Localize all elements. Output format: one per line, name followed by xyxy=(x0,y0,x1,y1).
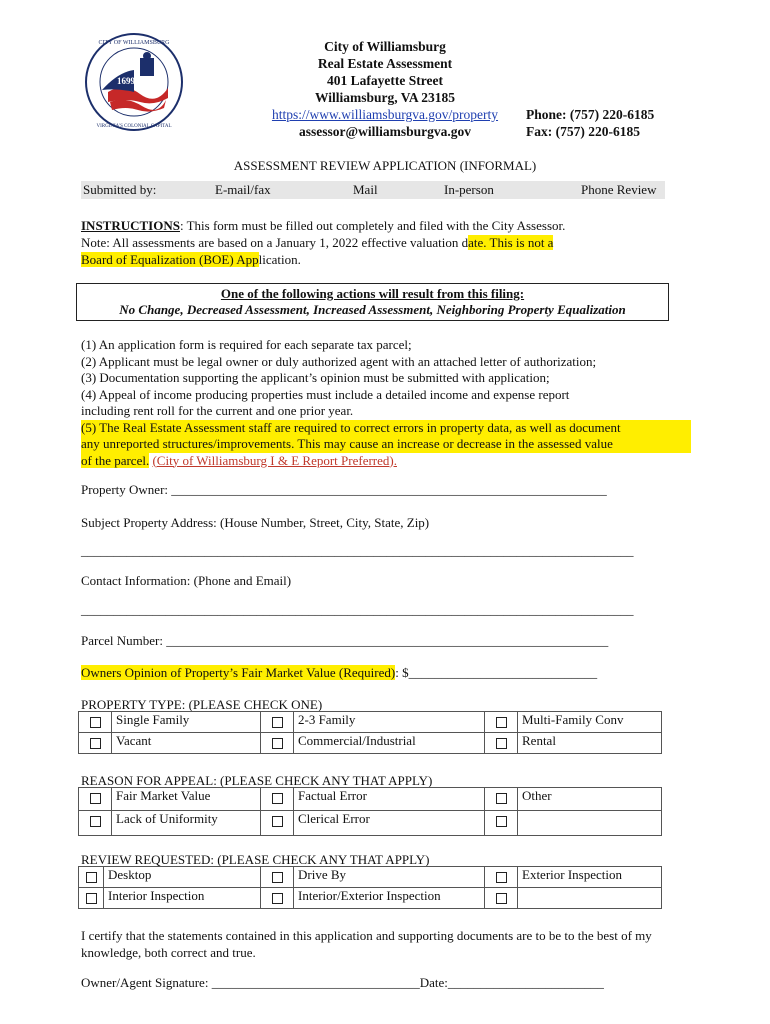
subject-address-label: Subject Property Address: (House Number, Street, City, State, Zip) xyxy=(81,515,430,530)
checkbox[interactable] xyxy=(496,893,507,904)
option-other: Other xyxy=(518,788,662,811)
signature-date-line[interactable]: Owner/Agent Signature: ________________________________Date:________________________ xyxy=(81,975,604,990)
option-interior-inspection: Interior Inspection xyxy=(104,888,261,909)
rule-4b: including rent roll for the current and one prior year. xyxy=(81,403,354,418)
city-state-zip: Williamsburg, VA 23185 xyxy=(315,90,455,105)
option-vacant: Vacant xyxy=(112,733,261,754)
option-multi-family: Multi-Family Conv xyxy=(518,712,662,733)
instructions-text: : This form must be filled out completely and filed with the City Assessor. xyxy=(179,218,566,233)
property-type-table xyxy=(78,711,662,754)
submitted-in-person[interactable]: In-person xyxy=(444,182,494,197)
rule-2: (2) Applicant must be legal owner or duly authorized agent with an attached letter of authorization; xyxy=(81,353,597,369)
opinion-value-field[interactable] xyxy=(81,665,597,681)
submitted-email-fax[interactable]: E-mail/fax xyxy=(215,182,271,197)
certification-statement: I certify that the statements contained in this application and supporting documents are to be to the best of my knowledge, both correct and true. xyxy=(81,928,652,960)
checkbox[interactable] xyxy=(272,893,283,904)
opinion-value-line: : $_____________________________ xyxy=(395,665,598,680)
contact-info-label: Contact Information: (Phone and Email) xyxy=(81,573,292,588)
option-drive-by: Drive By xyxy=(294,867,485,888)
rule-5b: any unreported structures/improvements. This may cause an increase or decrease in the assessed value xyxy=(81,436,691,453)
checkbox[interactable] xyxy=(90,717,101,728)
phone-fax-block xyxy=(526,106,654,140)
checkbox[interactable] xyxy=(90,816,101,827)
option-interior-exterior: Interior/Exterior Inspection xyxy=(294,888,485,909)
option-single-family: Single Family xyxy=(112,712,261,733)
option-clerical-error: Clerical Error xyxy=(294,811,485,836)
city-name: City of Williamsburg xyxy=(324,39,446,54)
checkbox[interactable] xyxy=(90,793,101,804)
instructions-note-highlight: ate. This is not a xyxy=(468,235,554,250)
contact-info-line[interactable]: _____________________________________________________________________________________ xyxy=(81,602,634,617)
instructions-note-end: lication. xyxy=(258,252,301,267)
property-owner-field[interactable]: Property Owner: ___________________________________________________________________ xyxy=(81,482,607,497)
rule-1: (1) An application form is required for each separate tax parcel; xyxy=(81,337,412,352)
property-type-heading: PROPERTY TYPE: (PLEASE CHECK ONE) xyxy=(81,697,323,712)
option-exterior-inspection: Exterior Inspection xyxy=(518,867,662,888)
checkbox[interactable] xyxy=(90,738,101,749)
checkbox[interactable] xyxy=(496,717,507,728)
instructions-note: Note: All assessments are based on a January 1, 2022 effective valuation d xyxy=(81,235,469,250)
department-name: Real Estate Assessment xyxy=(317,56,453,71)
seal-year: 1699 xyxy=(117,76,135,86)
rule-5c: of the parcel. xyxy=(81,452,150,468)
opinion-value-label: Owners Opinion of Property’s Fair Market Value (Required) xyxy=(81,665,396,680)
checkbox[interactable] xyxy=(272,872,283,883)
option-blank xyxy=(518,811,662,836)
office-address-block xyxy=(230,38,540,140)
rule-4a: (4) Appeal of income producing properties must include a detailed income and expense report xyxy=(81,386,570,402)
review-table xyxy=(78,866,662,909)
review-heading: REVIEW REQUESTED: (PLEASE CHECK ANY THAT APPLY) xyxy=(81,852,430,867)
seal-ring-bottom: VIRGINIA'S COLONIAL CAPITAL xyxy=(96,124,172,129)
checkbox[interactable] xyxy=(272,816,283,827)
reason-table xyxy=(78,787,662,836)
checkbox[interactable] xyxy=(86,872,97,883)
option-commercial: Commercial/Industrial xyxy=(294,733,485,754)
submitted-by-row xyxy=(81,181,665,199)
checkbox[interactable] xyxy=(496,793,507,804)
option-2-3-family: 2-3 Family xyxy=(294,712,485,733)
submitted-phone-review[interactable]: Phone Review xyxy=(581,182,657,197)
option-desktop: Desktop xyxy=(104,867,261,888)
form-title: ASSESSMENT REVIEW APPLICATION (INFORMAL) xyxy=(233,158,537,173)
checkbox[interactable] xyxy=(496,738,507,749)
rules-list xyxy=(81,337,691,469)
checkbox[interactable] xyxy=(496,872,507,883)
checkbox[interactable] xyxy=(86,893,97,904)
subject-address-line[interactable]: _____________________________________________________________________________________ xyxy=(81,543,634,558)
instructions xyxy=(81,217,681,268)
checkbox[interactable] xyxy=(272,717,283,728)
instructions-heading: INSTRUCTIONS xyxy=(81,218,180,233)
checkbox[interactable] xyxy=(496,816,507,827)
option-fair-market-value: Fair Market Value xyxy=(112,788,261,811)
parcel-number-field[interactable]: Parcel Number: ____________________________________________________________________ xyxy=(81,633,609,648)
filing-outcome-box xyxy=(76,283,669,321)
checkbox[interactable] xyxy=(272,738,283,749)
instructions-note-highlight-2: Board of Equalization (BOE) App xyxy=(81,252,259,267)
outcome-heading: One of the following actions will result from this filing: xyxy=(220,286,525,301)
phone-number: Phone: (757) 220-6185 xyxy=(526,107,655,122)
reason-heading: REASON FOR APPEAL: (PLEASE CHECK ANY THAT APPLY) xyxy=(81,773,433,788)
submitted-mail[interactable]: Mail xyxy=(353,182,378,197)
street-address: 401 Lafayette Street xyxy=(327,73,443,88)
property-url-link[interactable]: https://www.williamsburgva.gov/property xyxy=(271,107,499,122)
option-blank-2 xyxy=(518,888,662,909)
rule-3: (3) Documentation supporting the applicant’s opinion must be submitted with application; xyxy=(81,370,550,385)
assessor-email[interactable]: assessor@williamsburgva.gov xyxy=(299,124,471,139)
seal-ring-top: CITY OF WILLIAMSBURG xyxy=(98,40,170,46)
option-factual-error: Factual Error xyxy=(294,788,485,811)
ie-report-note: (City of Williamsburg I & E Report Preferred). xyxy=(152,452,397,468)
city-seal-logo xyxy=(84,32,184,132)
fax-number: Fax: (757) 220-6185 xyxy=(526,124,640,139)
option-rental: Rental xyxy=(518,733,662,754)
outcome-options: No Change, Decreased Assessment, Increased Assessment, Neighboring Property Equalization xyxy=(119,302,626,317)
submitted-by-label: Submitted by: xyxy=(83,182,157,197)
option-lack-of-uniformity: Lack of Uniformity xyxy=(112,811,261,836)
rule-5a: (5) The Real Estate Assessment staff are required to correct errors in property data, as well as document xyxy=(81,420,691,437)
checkbox[interactable] xyxy=(272,793,283,804)
